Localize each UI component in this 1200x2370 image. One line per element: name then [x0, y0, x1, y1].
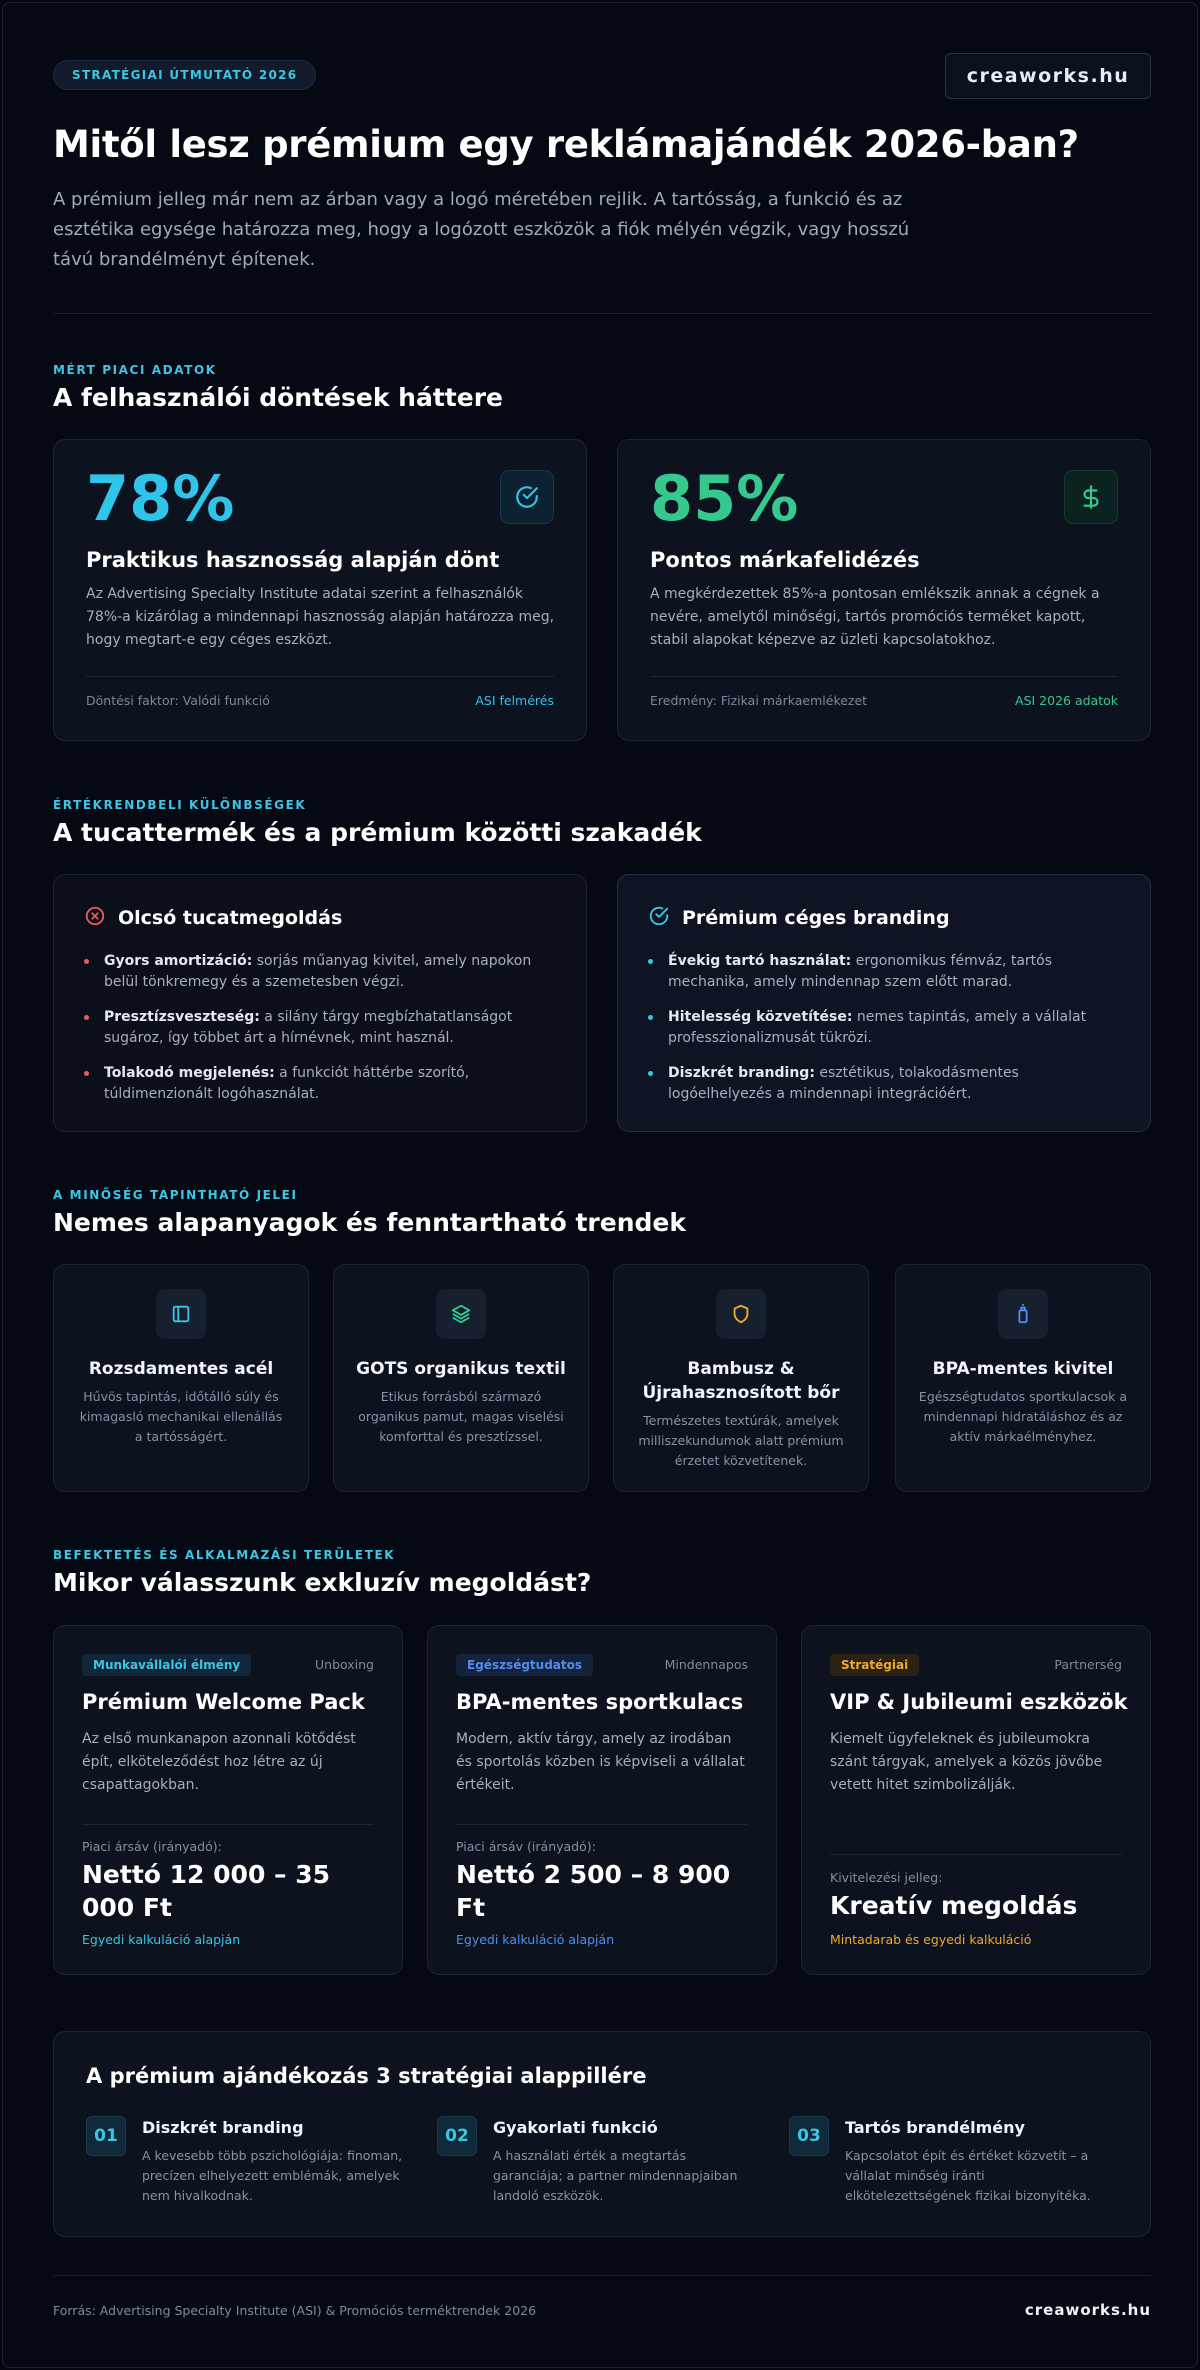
usecase-description: Modern, aktív tárgy, amely az irodában és sportolás közben is képviseli a vállalat értékeit.: [456, 1731, 745, 1793]
check-circle-icon: [648, 905, 670, 931]
material-title: Rozsdamentes acél: [88, 1359, 274, 1379]
cheap-title: Olcsó tucatmegoldás: [118, 907, 343, 929]
stat-description: Az Advertising Specialty Institute adatai szerint a felhasználók 78%-a kizárólag a mindennapi hasznosság alapján határozza meg, hogy megtart-e egy céges eszközt.: [86, 586, 555, 648]
divider: [53, 313, 1151, 314]
footer-source: Forrás: Advertising Specialty Institute (ASI) & Promóciós terméktrendek 2026: [53, 2303, 537, 2318]
panel-icon: [156, 1289, 206, 1339]
divider: [456, 1824, 748, 1825]
pillar-description: A használati érték a megtartás garanciája; a partner mindennapjaiban landoló eszközök.: [493, 2148, 738, 2203]
list-item: Évekig tartó használat: ergonomikus fémváz, tartós mechanika, amely mindennap szem előtt marad.: [648, 951, 1108, 993]
usecase-type: Unboxing: [315, 1657, 374, 1672]
materials-eyebrow: A MINŐSÉG TAPINTHATÓ JELEI: [53, 1188, 298, 1202]
list-item: Hitelesség közvetítése: nemes tapintás, amely a vállalat professzionalizmusát tükrözi.: [648, 1007, 1108, 1049]
list-item: Presztízsveszteség: a silány tárgy megbízhatatlanságot sugároz, így többet árt a hírnévnek, mint használ.: [84, 1007, 544, 1049]
material-description: Etikus forrásból származó organikus pamut, magas viselési komforttal és presztízssel.: [358, 1389, 564, 1444]
material-title: BPA-mentes kivitel: [932, 1359, 1114, 1379]
material-card-bamboo: [613, 1264, 869, 1492]
layers-icon: [436, 1289, 486, 1339]
cheap-header: [84, 905, 342, 931]
bottle-icon: [998, 1289, 1048, 1339]
dollar-icon: [1064, 470, 1118, 524]
price-note-link[interactable]: Egyedi kalkuláció alapján: [82, 1932, 241, 1947]
usecase-type: Partnerség: [1054, 1657, 1122, 1672]
stat-title: Praktikus hasznosság alapján dönt: [86, 548, 500, 572]
lead-text: A prémium jelleg már nem az árban vagy a logó méretében rejlik. A tartósság, a funkció és az esztétika egysége határozza meg, hogy a logózott eszközök a fiók mélyén végzik, vagy hosszú távú brandélményt építenek.: [53, 189, 910, 270]
cheap-solution-card: [53, 874, 587, 1132]
list-item: Gyors amortizáció: sorjás műanyag kivitel, amely napokon belül tönkremegy és a szemetesben végzi.: [84, 951, 544, 993]
x-circle-icon: [84, 905, 106, 931]
premium-list: [648, 951, 1108, 1119]
compare-title: A tucattermék és a prémium közötti szakadék: [53, 818, 702, 847]
page-title: Mitől lesz prémium egy reklámajándék 2026-ban?: [53, 123, 1079, 166]
divider: [82, 1824, 374, 1825]
material-description: Egészségtudatos sportkulacsok a mindennapi hidratáláshoz és az aktív márkaélményhez.: [918, 1389, 1128, 1444]
list-item: Diszkrét branding: esztétikus, tolakodásmentes logóelhelyezés a mindennapi integrációért.: [648, 1063, 1108, 1105]
pillar-number: 02: [437, 2116, 477, 2156]
usecase-description: Kiemelt ügyfeleknek és jubileumokra szánt tárgyak, amelyek a közös jövőbe vetett hitet szimbolizálják.: [830, 1731, 1103, 1793]
price-range: Nettó 2 500 – 8 900 Ft: [456, 1860, 731, 1922]
execution-type: Kreatív megoldás: [830, 1891, 1078, 1920]
stat-description: A megkérdezettek 85%-a pontosan emlékszik annak a cégnek a nevére, amelytől minőségi, tartós promóciós terméket kapott, stabil alapokat képezve az üzleti kapcsolatokhoz.: [650, 586, 1100, 648]
pillars-panel: [53, 2031, 1151, 2237]
usecases-title: Mikor válasszunk exkluzív megoldást?: [53, 1568, 592, 1597]
price-label: Piaci ársáv (irányadó):: [456, 1839, 596, 1854]
material-card-textile: [333, 1264, 589, 1492]
execution-note-link[interactable]: Mintadarab és egyedi kalkuláció: [830, 1932, 1032, 1947]
stat-value: 85%: [650, 462, 799, 535]
pillar-description: Kapcsolatot épít és értéket közvetít – a vállalat minőség iránti elkötelezettségének fizikai bizonyítéka.: [845, 2148, 1091, 2203]
pillar-title: Gyakorlati funkció: [493, 2118, 658, 2137]
stat-result: Eredmény: Fizikai márkaemlékezet: [650, 693, 868, 708]
guide-tag: STRATÉGIAI ÚTMUTATÓ 2026: [53, 60, 316, 90]
stat-factor: Döntési faktor: Valódi funkció: [86, 693, 270, 708]
compare-eyebrow: ÉRTÉKRENDBELI KÜLÖNBSÉGEK: [53, 798, 307, 812]
pillars-title: A prémium ajándékozás 3 stratégiai alappillére: [86, 2064, 647, 2088]
shield-icon: [716, 1289, 766, 1339]
stat-value: 78%: [86, 462, 235, 535]
divider: [830, 1854, 1122, 1855]
category-badge: Munkavállalói élmény: [82, 1654, 251, 1676]
usecase-card-welcome-pack: [53, 1625, 403, 1975]
material-card-bpa: [895, 1264, 1151, 1492]
material-description: Hűvös tapintás, időtálló súly és kimagasló mechanikai ellenállás a tartósságért.: [79, 1389, 283, 1444]
material-description: Természetes textúrák, amelyek milliszekundumok alatt prémium érzetet közvetítenek.: [638, 1413, 844, 1468]
material-card-steel: [53, 1264, 309, 1492]
stat-source-link[interactable]: ASI felmérés: [475, 693, 554, 708]
cheap-list: [84, 951, 544, 1119]
stat-source-link[interactable]: ASI 2026 adatok: [1015, 693, 1118, 708]
footer-brand-link[interactable]: creaworks.hu: [1024, 2301, 1151, 2319]
usecase-title: VIP & Jubileumi eszközök: [830, 1690, 1128, 1714]
premium-branding-card: [617, 874, 1151, 1132]
stat-card-recall: [617, 439, 1151, 741]
usecase-description: Az első munkanapon azonnali kötődést épít, elköteleződést hoz létre az új csapattagokban.: [82, 1731, 356, 1793]
divider: [53, 2275, 1151, 2276]
stat-card-usefulness: [53, 439, 587, 741]
premium-title: Prémium céges branding: [682, 907, 950, 929]
category-badge: Egészségtudatos: [456, 1654, 593, 1676]
stats-eyebrow: MÉRT PIACI ADATOK: [53, 363, 217, 377]
usecase-title: BPA-mentes sportkulacs: [456, 1690, 744, 1714]
check-circle-icon: [500, 470, 554, 524]
pillar-title: Diszkrét branding: [142, 2118, 304, 2137]
divider: [86, 676, 554, 677]
usecase-card-vip: [801, 1625, 1151, 1975]
usecase-card-bottle: [427, 1625, 777, 1975]
page: [2, 2, 1198, 2368]
material-title: GOTS organikus textil: [356, 1359, 566, 1379]
material-title: Bambusz & Újrahasznosított bőr: [642, 1359, 840, 1403]
brand-logo[interactable]: creaworks.hu: [945, 53, 1151, 99]
price-label: Piaci ársáv (irányadó):: [82, 1839, 222, 1854]
pillar-number: 01: [86, 2116, 126, 2156]
stat-title: Pontos márkafelidézés: [650, 548, 920, 572]
materials-title: Nemes alapanyagok és fenntartható trendek: [53, 1208, 686, 1237]
pillar-description: A kevesebb több pszichológiája: finoman, precízen elhelyezett emblémák, amelyek nem hivalkodnak.: [142, 2148, 403, 2203]
usecases-eyebrow: BEFEKTETÉS ÉS ALKALMAZÁSI TERÜLETEK: [53, 1548, 396, 1562]
price-range: Nettó 12 000 – 35 000 Ft: [82, 1860, 331, 1922]
category-badge: Stratégiai: [830, 1654, 919, 1676]
divider: [650, 676, 1118, 677]
list-item: Tolakodó megjelenés: a funkciót háttérbe szorító, túldimenzionált logóhasználat.: [84, 1063, 544, 1105]
pillar-title: Tartós brandélmény: [845, 2118, 1025, 2137]
pillar-number: 03: [789, 2116, 829, 2156]
usecase-type: Mindennapos: [664, 1657, 748, 1672]
usecase-title: Prémium Welcome Pack: [82, 1690, 365, 1714]
premium-header: [648, 905, 950, 931]
execution-label: Kivitelezési jelleg:: [830, 1870, 943, 1885]
stats-title: A felhasználói döntések háttere: [53, 383, 503, 412]
price-note-link[interactable]: Egyedi kalkuláció alapján: [456, 1932, 615, 1947]
